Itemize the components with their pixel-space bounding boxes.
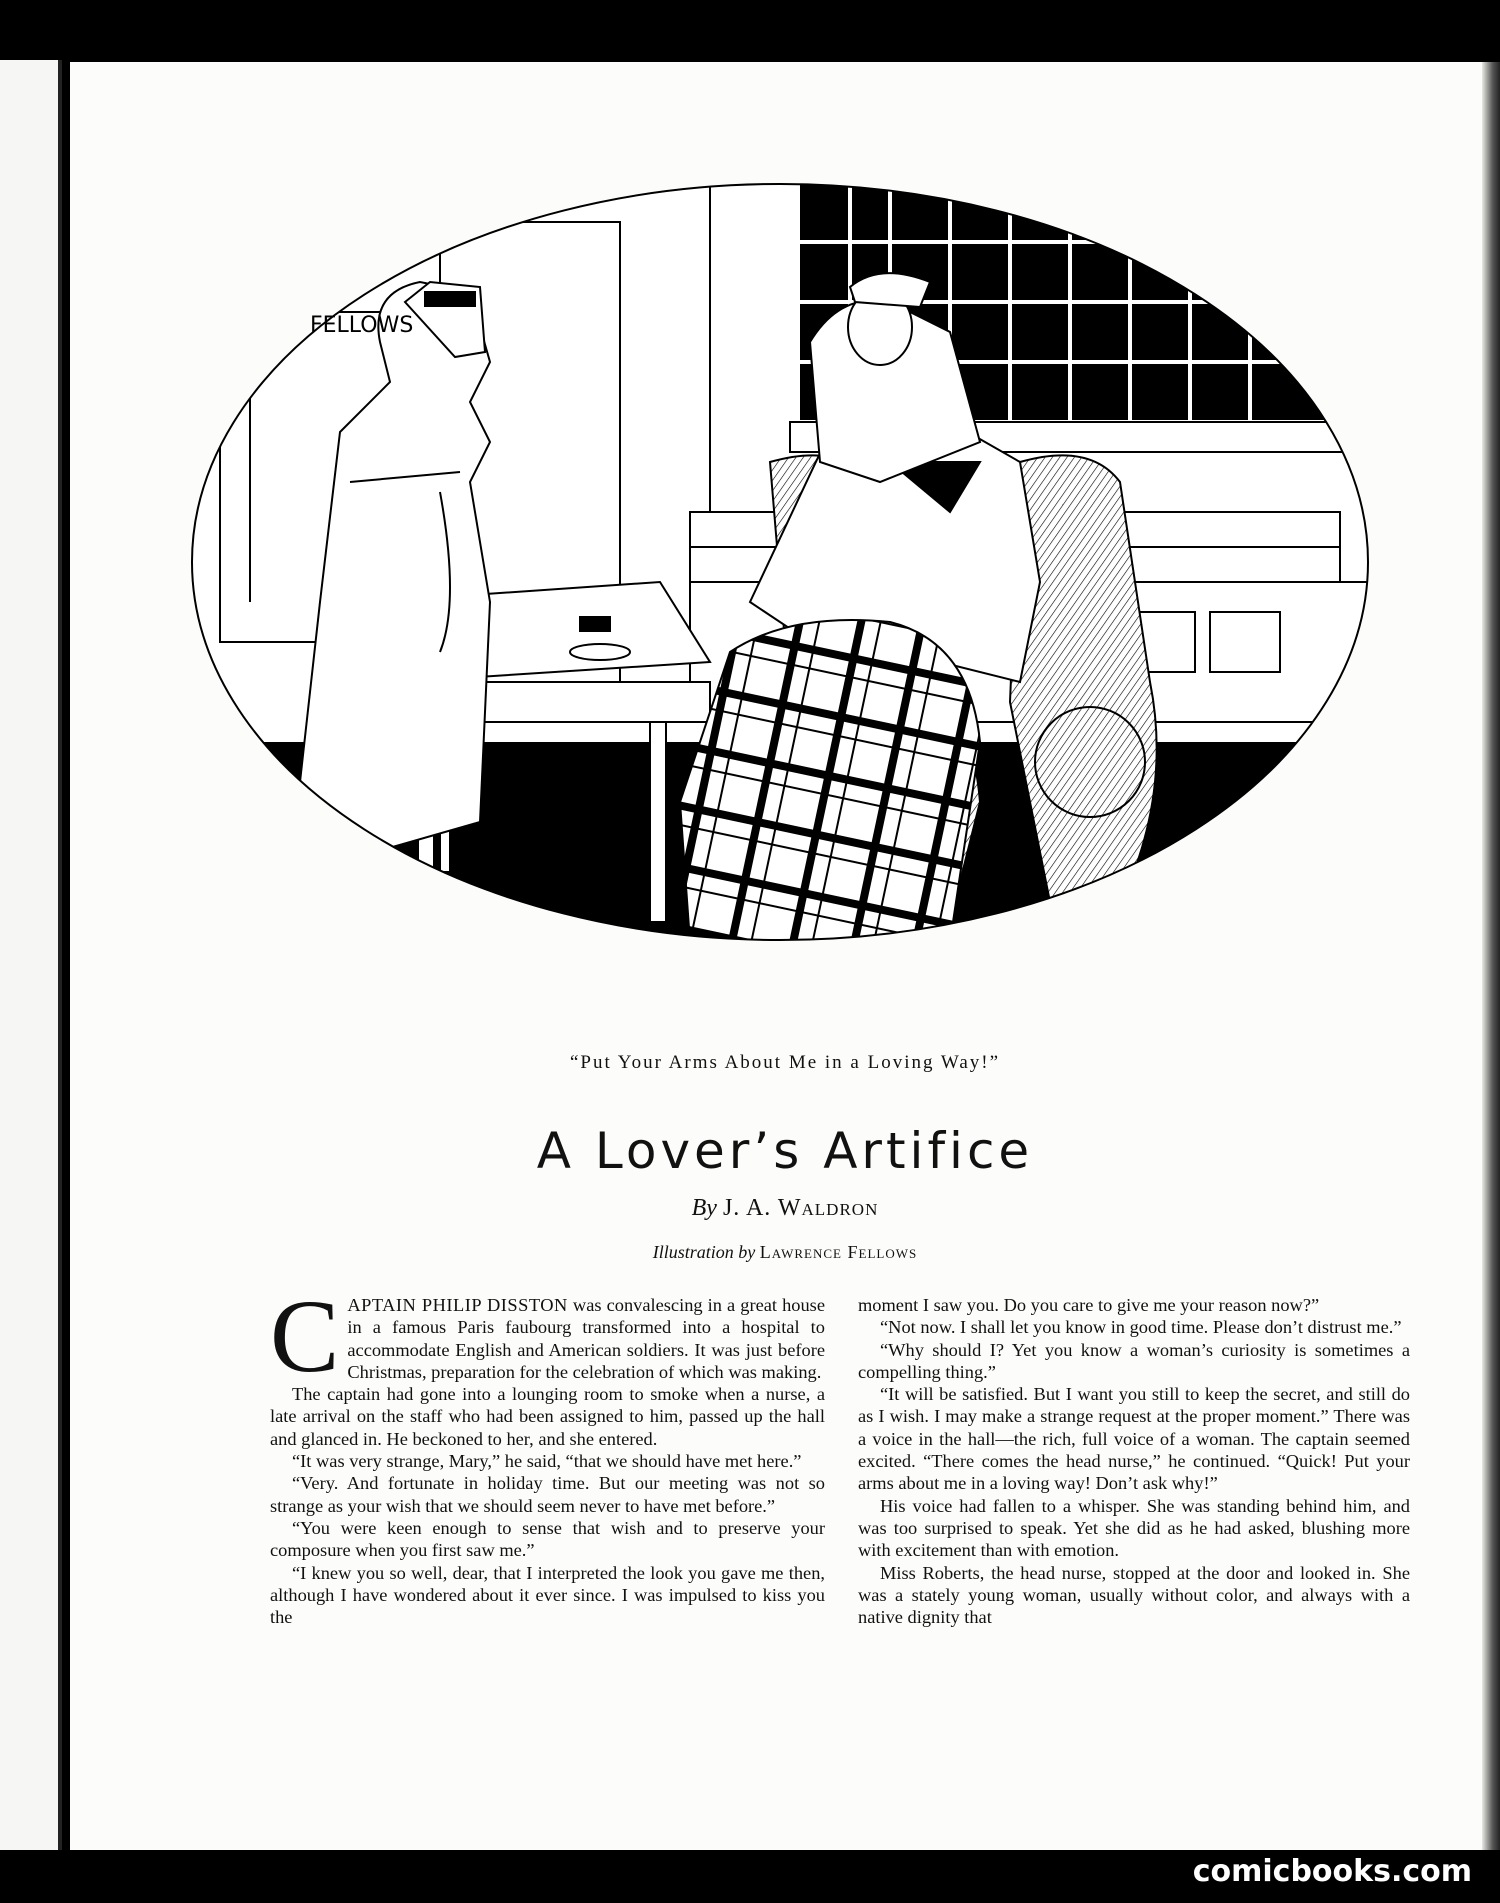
- site-watermark: comicbooks.com: [1192, 1854, 1472, 1889]
- page-fold: [58, 60, 62, 1850]
- oval-illustration: [190, 182, 1370, 942]
- paragraph: “Not now. I shall let you know in good time. Please don’t distrust me.”: [880, 1317, 1402, 1338]
- paragraph: His voice had fallen to a whisper. She was standing behind him, and was too surprised to speak. Yet she did as he had asked, blushing more with excitement than with emotion.: [858, 1495, 1410, 1561]
- byline-prefix: By: [691, 1195, 717, 1221]
- illustration-credit-prefix: Illustration by: [652, 1242, 756, 1262]
- illustration-credit: [70, 1242, 1500, 1263]
- paragraph: “Why should I? Yet you know a woman’s curiosity is sometimes a compelling thing.”: [858, 1339, 1410, 1382]
- illustrator-name: Lawrence Fellows: [759, 1242, 918, 1262]
- left-page-edge: [0, 60, 62, 1850]
- paragraph: The captain had gone into a lounging room to smoke when a nurse, a late arrival on the staff who had been assigned to him, passed up the hall and glanced in. He beckoned to her, and she entered.: [270, 1384, 825, 1449]
- lead-in: APTAIN PHILIP DISSTON: [347, 1295, 568, 1315]
- paragraph: “It was very strange, Mary,” he said, “that we should have met here.”: [292, 1451, 802, 1472]
- illustration-caption: “Put Your Arms About Me in a Loving Way!”: [569, 1052, 1001, 1073]
- author-name: J. A. Waldron: [722, 1195, 879, 1221]
- paragraph: “I knew you so well, dear, that I interpreted the look you gave me then, although I have wondered about it ever since. I was impulsed to kiss you the: [270, 1562, 825, 1628]
- page-right-edge: [1482, 62, 1500, 1850]
- byline: [70, 1195, 1500, 1222]
- drop-cap: C: [270, 1279, 340, 1394]
- paragraph-text: was convalescing in a great house in a famous Paris faubourg transformed into a hospital to accommodate English and American soldiers. It was just before Christmas, preparation for the celebration of which was making.: [347, 1295, 825, 1382]
- magazine-page: [70, 62, 1500, 1850]
- paragraph: “It will be satisfied. But I want you still to keep the secret, and still do as I wish. I may make a strange request at the proper moment.” There was a voice in the hall—the rich, full voice of a woman. The captain seemed excited. “There comes the head nurse,” he continued. “Quick! Put your arms about me in a loving way! Don’t ask why!”: [858, 1384, 1410, 1494]
- artist-signature: FELLOWS: [310, 313, 414, 338]
- paragraph: “You were keen enough to sense that wish and to preserve your composure when you first saw me.”: [270, 1517, 825, 1561]
- paragraph: moment I saw you. Do you care to give me your reason now?”: [858, 1295, 1320, 1315]
- paragraph: [270, 1279, 825, 1394]
- article-title: A Lover’s Artifice: [536, 1122, 1034, 1180]
- text-column-right: [858, 1294, 1410, 1628]
- paragraph: Miss Roberts, the head nurse, stopped at the door and looked in. She was a stately young woman, usually without color, and always with a native dignity that: [858, 1562, 1410, 1628]
- paragraph: “Very. And fortunate in holiday time. But our meeting was not so strange as your wish that we should seem never to have met before.”: [270, 1473, 825, 1516]
- text-column-left: [270, 1279, 825, 1628]
